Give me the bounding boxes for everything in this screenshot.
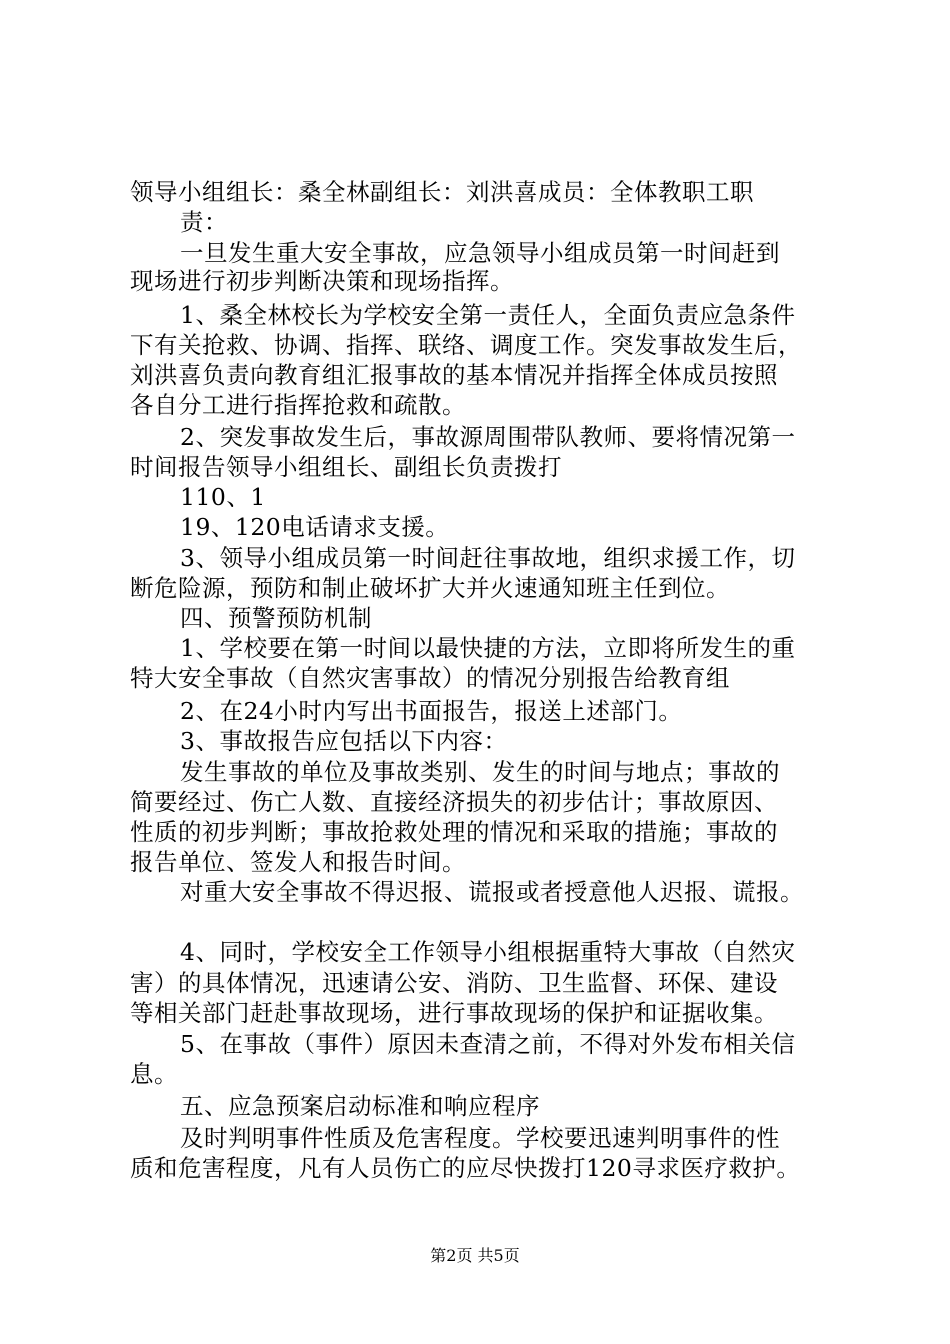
text-line: 及时判明事件性质及危害程度。学校要迅速判明事件的性 [180, 1124, 780, 1152]
text-line: 1、桑全林校长为学校安全第一责任人，全面负责应急条件 [180, 301, 796, 329]
text-line: 2、突发事故发生后，事故源周围带队教师、要将情况第一 [180, 423, 796, 451]
text-line: 4、同时，学校安全工作领导小组根据重特大事故（自然灾 [180, 938, 796, 966]
text-line: 现场进行初步判断决策和现场指挥。 [130, 267, 514, 295]
text-line: 性质的初步判断；事故抢救处理的情况和采取的措施；事故的 [130, 818, 778, 846]
text-line: 对重大安全事故不得迟报、谎报或者授意他人迟报、谎报。 [180, 878, 804, 906]
text-line: 19、120电话请求支援。 [180, 513, 450, 541]
text-line: 1、学校要在第一时间以最快捷的方法，立即将所发生的重 [180, 634, 796, 662]
text-line: 四、预警预防机制 [180, 604, 372, 632]
text-line: 110、1 [180, 483, 266, 511]
text-line: 各自分工进行指挥抢救和疏散。 [130, 391, 466, 419]
text-line: 下有关抢救、协调、指挥、联络、调度工作。突发事故发生后， [130, 331, 802, 359]
text-line: 5、在事故（事件）原因未查清之前，不得对外发布相关信 [180, 1030, 796, 1058]
text-line: 发生事故的单位及事故类别、发生的时间与地点；事故的 [180, 758, 780, 786]
text-line: 时间报告领导小组组长、副组长负责拨打 [130, 453, 562, 481]
text-line: 领导小组组长：桑全林副组长：刘洪喜成员：全体教职工职 [130, 178, 754, 206]
text-line: 报告单位、签发人和报告时间。 [130, 848, 466, 876]
text-line: 害）的具体情况，迅速请公安、消防、卫生监督、环保、建设 [130, 969, 778, 997]
text-line: 质和危害程度，凡有人员伤亡的应尽快拨打120寻求医疗救护。 [130, 1154, 801, 1182]
page-number-footer: 第2页 共5页 [430, 1246, 520, 1265]
text-line: 息。 [130, 1060, 178, 1088]
text-line: 简要经过、伤亡人数、直接经济损失的初步估计；事故原因、 [130, 788, 778, 816]
text-line: 断危险源，预防和制止破坏扩大并火速通知班主任到位。 [130, 574, 730, 602]
text-line: 3、领导小组成员第一时间赶往事故地，组织求援工作，切 [180, 544, 796, 572]
text-line: 刘洪喜负责向教育组汇报事故的基本情况并指挥全体成员按照 [130, 361, 778, 389]
text-line: 3、事故报告应包括以下内容： [180, 727, 508, 755]
text-line: 等相关部门赶赴事故现场，进行事故现场的保护和证据收集。 [130, 999, 778, 1027]
text-line: 责： [180, 208, 228, 236]
text-line: 特大安全事故（自然灾害事故）的情况分别报告给教育组 [130, 664, 730, 692]
text-line: 五、应急预案启动标准和响应程序 [180, 1092, 540, 1120]
text-line: 2、在24小时内写出书面报告，报送上述部门。 [180, 697, 683, 725]
text-line: 一旦发生重大安全事故，应急领导小组成员第一时间赶到 [180, 239, 780, 267]
